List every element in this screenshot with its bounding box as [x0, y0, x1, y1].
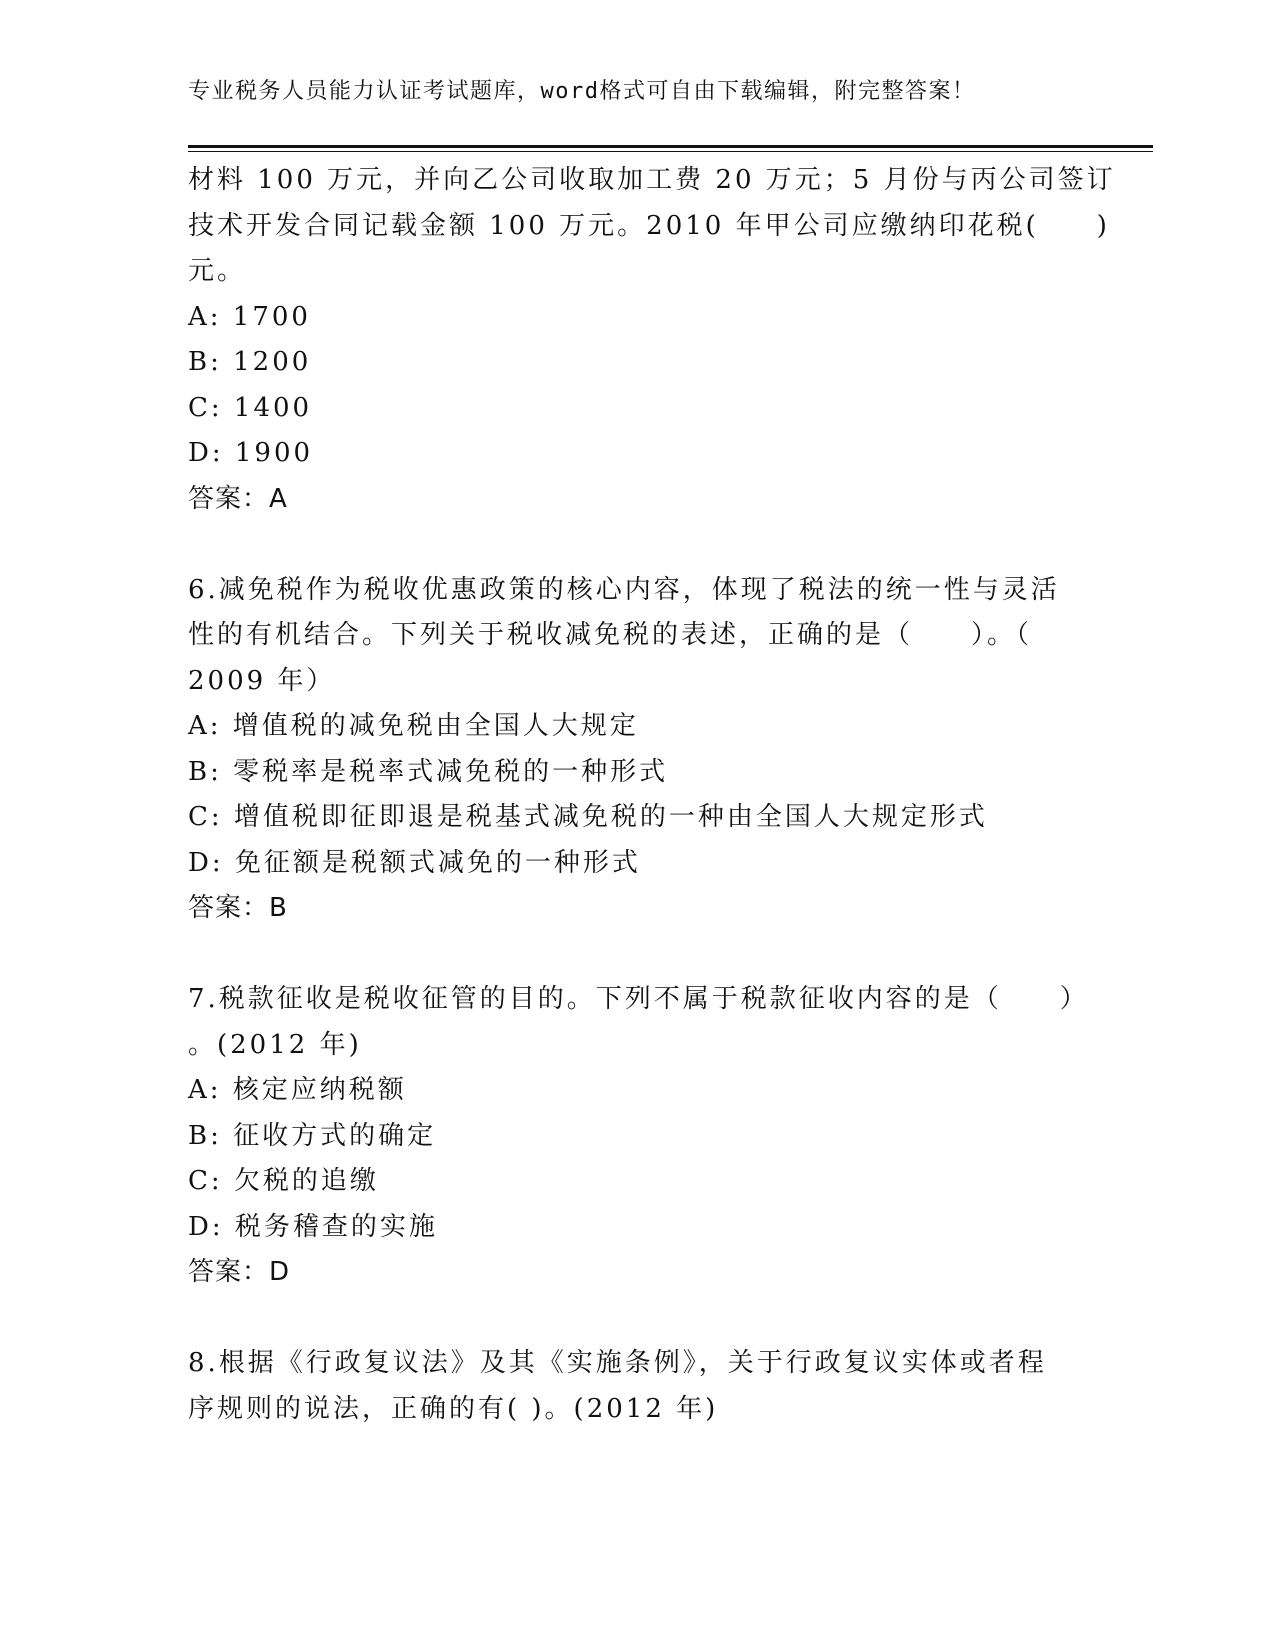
question-text-line: 性的有机结合。下列关于税收减免税的表述，正确的是（ ）。（ [188, 620, 1033, 650]
option-d: D: 免征额是税额式减免的一种形式 [188, 847, 641, 878]
option-d: D: 1900 [188, 438, 314, 468]
option-c: C: 增值税即征即退是税基式减免税的一种由全国人大规定形式 [188, 802, 988, 832]
spacer [188, 1296, 1068, 1342]
page-content [188, 158, 1116, 1432]
option-b: B: 征收方式的确定 [188, 1120, 437, 1151]
question-text-line: 序规则的说法，正确的有( )。(2012 年) [188, 1393, 719, 1424]
spacer [188, 932, 1068, 978]
answer: 答案：B [188, 893, 288, 923]
header-rule-thin [188, 151, 1153, 152]
option-d: D: 税务稽查的实施 [188, 1211, 438, 1242]
option-b: B: 1200 [188, 347, 312, 377]
question-text-line: 2009 年） [188, 665, 336, 696]
question-text-line: 元。 [188, 256, 247, 286]
option-c: C: 1400 [188, 392, 313, 423]
option-c: C: 欠税的追缴 [188, 1166, 379, 1196]
option-a: A: 增值税的减免税由全国人大规定 [188, 711, 639, 741]
header-rule [188, 145, 1153, 148]
page-header: 专业税务人员能力认证考试题库，word格式可自由下载编辑，附完整答案！ [188, 79, 976, 104]
question-text-line: 7.税款征收是税收征管的目的。下列不属于税款征收内容的是（ ） [188, 984, 1089, 1014]
spacer [188, 522, 1068, 568]
question-8 [188, 1341, 1068, 1432]
question-text-line: 技术开发合同记载金额 100 万元。2010 年甲公司应缴纳印花税( ) [188, 210, 1110, 241]
answer: 答案：D [188, 1257, 291, 1287]
question-text-line: 8.根据《行政复议法》及其《实施条例》，关于行政复议实体或者程 [188, 1348, 1047, 1378]
question-5 [188, 158, 1116, 522]
answer: 答案：A [188, 483, 288, 514]
option-b: B: 零税率是税率式减免税的一种形式 [188, 756, 669, 787]
question-6 [188, 568, 1068, 932]
option-a: A: 1700 [188, 301, 311, 332]
question-text-line: 。(2012 年) [188, 1029, 362, 1060]
option-a: A: 核定应纳税额 [188, 1075, 407, 1105]
question-text-line: 材料 100 万元，并向乙公司收取加工费 20 万元；5 月份与丙公司签订 [188, 165, 1116, 195]
question-text-line: 6.减免税作为税收优惠政策的核心内容，体现了税法的统一性与灵活 [188, 574, 1060, 605]
question-7 [188, 977, 1089, 1296]
